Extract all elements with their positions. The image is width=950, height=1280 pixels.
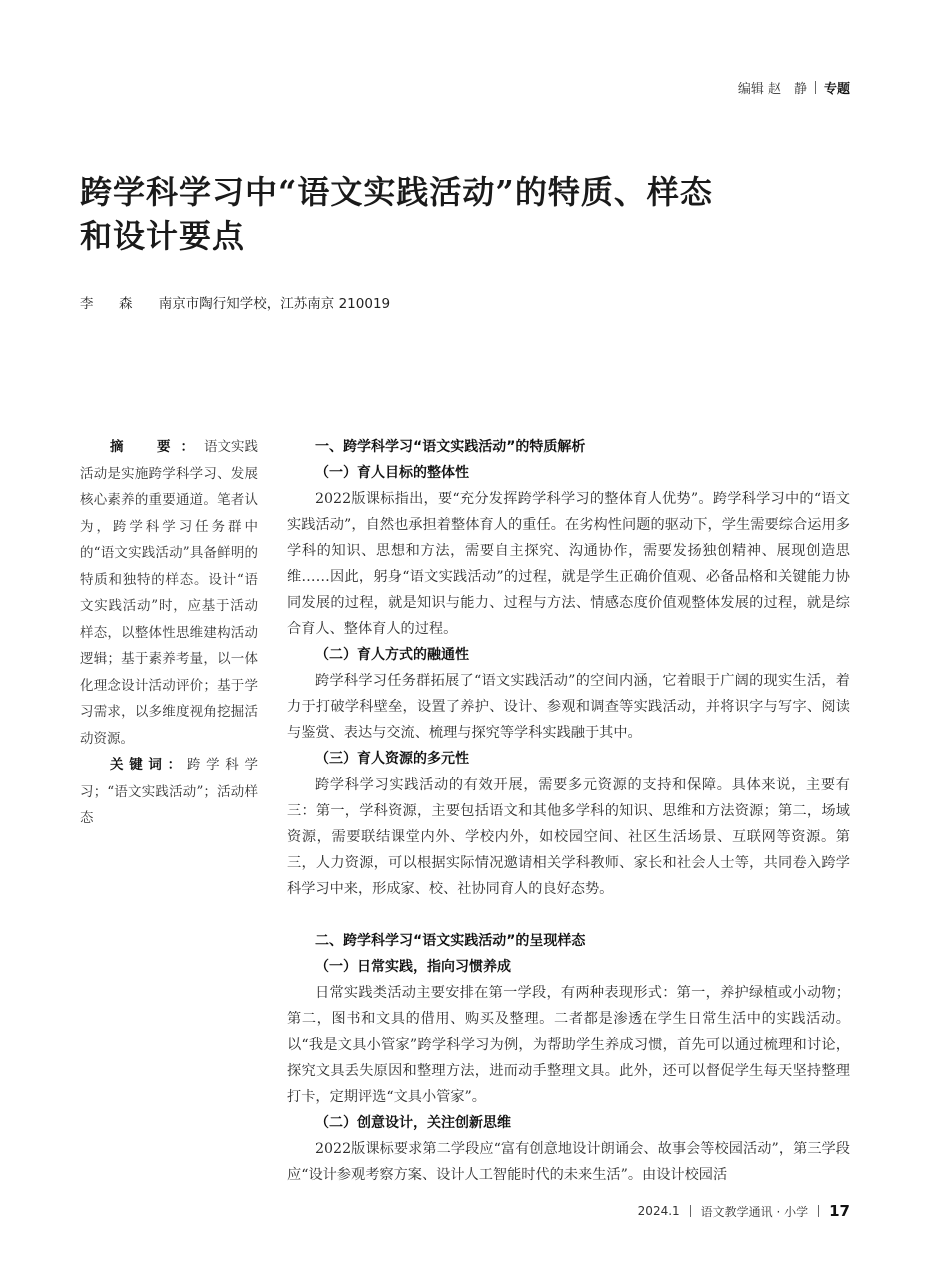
- subsection-1-3-heading: （三）育人资源的多元性: [315, 751, 469, 767]
- running-header: [738, 78, 850, 97]
- title-line-2: 和设计要点: [80, 217, 246, 255]
- running-footer: [638, 1202, 850, 1220]
- abstract-label: 摘 要：: [110, 439, 204, 455]
- section-spacer: [287, 902, 850, 928]
- title-line-1: 跨学科学习中“语文实践活动”的特质、样态: [80, 173, 713, 211]
- paragraph-2-2: 2022版课标要求第二学段应“富有创意地设计朗诵会、故事会等校园活动”，第三学段应“设计参观考察方案、设计人工智能时代的未来生活”。由设计校园活: [287, 1141, 850, 1183]
- paragraph-1-2: 跨学科学习任务群拓展了“语文实践活动”的空间内涵，它着眼于广阔的现实生活，着力于打破学科壁垒，设置了养护、设计、参观和调查等实践活动，并将识字与写字、阅读与鉴赏、表达与交流、梳理与探究等学科实践融于其中。: [287, 673, 850, 741]
- abstract: [80, 434, 258, 752]
- journal-name: 语文教学通讯 · 小学: [700, 1204, 809, 1219]
- keywords-text: 跨学科学习；“语文实践活动”；活动样态: [80, 757, 259, 826]
- article-title: [80, 170, 780, 258]
- footer-divider: [818, 1205, 819, 1217]
- section-1-heading: 一、跨学科学习“语文实践活动”的特质解析: [315, 439, 586, 455]
- paragraph-2-1: 日常实践类活动主要安排在第一学段，有两种表现形式：第一，养护绿植或小动物；第二，图书和文具的借用、购买及整理。二者都是渗透在学生日常生活中的实践活动。以“我是文具小管家”跨学科学习为例，为帮助学生养成习惯，首先可以通过梳理和讨论，探究文具丢失原因和整理方法，进而动手整理文具。此外，还可以督促学生每天坚持整理打卡，定期评选“文具小管家”。: [287, 985, 850, 1105]
- section-label: 专题: [823, 82, 850, 97]
- subsection-1-2-heading: （二）育人方式的融通性: [315, 647, 469, 663]
- keywords-label: 关键词：: [110, 757, 187, 773]
- issue-number: 2024.1: [637, 1204, 680, 1218]
- paragraph-1-1: 2022版课标指出，要“充分发挥跨学科学习的整体育人优势”。跨学科学习中的“语文实践活动”，自然也承担着整体育人的重任。在劣构性问题的驱动下，学生需要综合运用多学科的知识、思想和方法，需要自主探究、沟通协作，需要发扬独创精神、展现创造思维……因此，躬身“语文实践活动”的过程，就是学生正确价值观、必备品格和关键能力协同发展的过程，就是知识与能力、过程与方法、情感态度价值观整体发展的过程，就是综合育人、整体育人的过程。: [287, 491, 850, 637]
- page-number: 17: [829, 1202, 850, 1220]
- paragraph-1-3: 跨学科学习实践活动的有效开展，需要多元资源的支持和保障。具体来说，主要有三：第一，学科资源，主要包括语文和其他多学科的知识、思维和方法资源；第二，场域资源，需要联结课堂内外、学校内外，如校园空间、社区生活场景、互联网等资源。第三，人力资源，可以根据实际情况邀请相关学科教师、家长和社会人士等，共同卷入跨学科学习中来，形成家、校、社协同育人的良好态势。: [287, 777, 850, 897]
- article-body: [287, 434, 850, 1188]
- author-affiliation: 南京市陶行知学校，江苏南京 210019: [158, 296, 391, 312]
- abstract-text: 语文实践活动是实施跨学科学习、发展核心素养的重要通道。笔者认为，跨学科学习任务群中的“语文实践活动”具备鲜明的特质和独特的样态。设计“语文实践活动”时，应基于活动样态，以整体性思维建构活动逻辑；基于素养考量，以一体化理念设计活动评价；基于学习需求，以多维度视角挖掘活动资源。: [80, 439, 258, 747]
- author-line: [80, 292, 390, 312]
- subsection-2-2-heading: （二）创意设计，关注创新思维: [315, 1115, 511, 1131]
- subsection-1-1-heading: （一）育人目标的整体性: [315, 465, 469, 481]
- abstract-sidebar: [80, 434, 258, 832]
- section-2-heading: 二、跨学科学习“语文实践活动”的呈现样态: [315, 933, 586, 949]
- header-divider: [815, 81, 816, 94]
- footer-divider: [690, 1205, 691, 1217]
- editor-credit: 编辑 赵 静: [737, 82, 807, 97]
- subsection-2-1-heading: （一）日常实践，指向习惯养成: [315, 959, 511, 975]
- keywords: [80, 752, 258, 832]
- author-name: 李 森: [80, 296, 139, 312]
